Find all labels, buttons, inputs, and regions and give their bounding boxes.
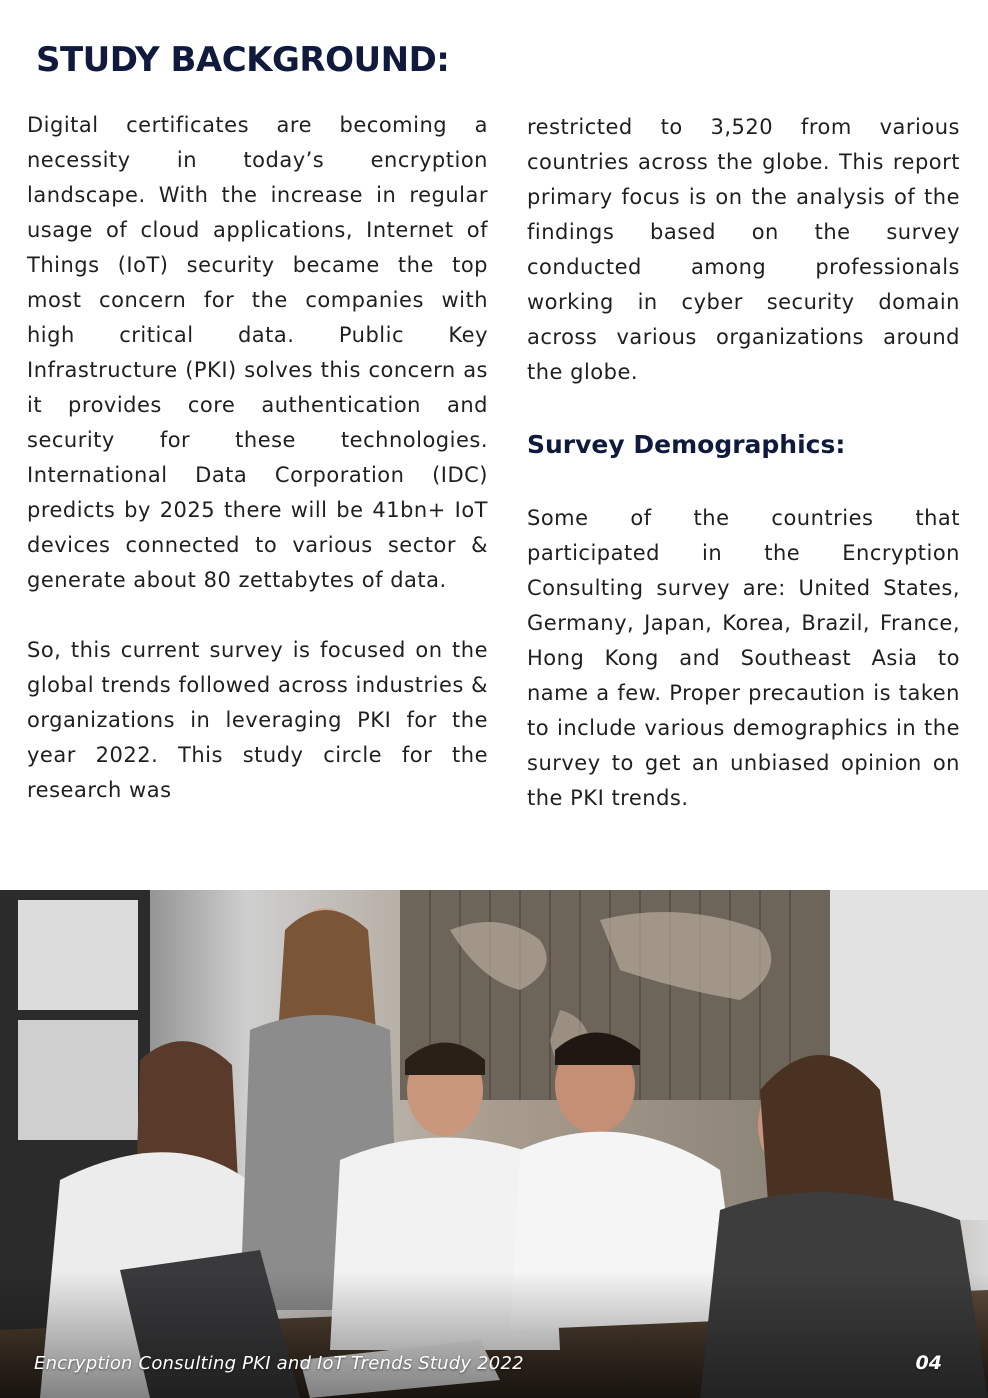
team-meeting-photo — [0, 890, 988, 1398]
right-column — [527, 110, 960, 816]
study-circle-paragraph: restricted to 3,520 from various countries across the globe. This report primary focus is on the analysis of the findings based on the survey conducted among professionals working in cyber security domain across various organizations around the globe. — [527, 115, 960, 384]
intro-paragraph: Digital certificates are becoming a necessity in today’s encryption landscape. With the increase in regular usage of cloud applications, Internet of Things (IoT) security became the top most concern for the companies with high critical data. Public Key Infrastructure (PKI) solves this concern as it provides core authentication and security for these technologies. International Data Corporation (IDC) predicts by 2025 there will be 41bn+ IoT devices connected to various sector & generate about 80 zettabytes of data. — [27, 113, 488, 592]
survey-demographics-heading: Survey Demographics: — [527, 430, 846, 459]
left-column — [27, 108, 488, 808]
page-number: 04 — [915, 1352, 942, 1374]
footer-title: Encryption Consulting PKI and IoT Trends Study 2022 — [34, 1353, 524, 1374]
page-title: STUDY BACKGROUND: — [36, 40, 450, 80]
demographics-paragraph: Some of the countries that participated in the Encryption Consulting survey are: United States, Germany, Japan, Korea, Brazil, France, Hong Kong and Southeast Asia to name a few. Proper precaution is taken to include various demographics in the survey to get an unbiased opinion on the PKI trends. — [527, 506, 960, 810]
survey-focus-paragraph: So, this current survey is focused on the global trends followed across industries & organizations in leveraging PKI for the year 2022. This study circle for the research was — [27, 638, 488, 802]
